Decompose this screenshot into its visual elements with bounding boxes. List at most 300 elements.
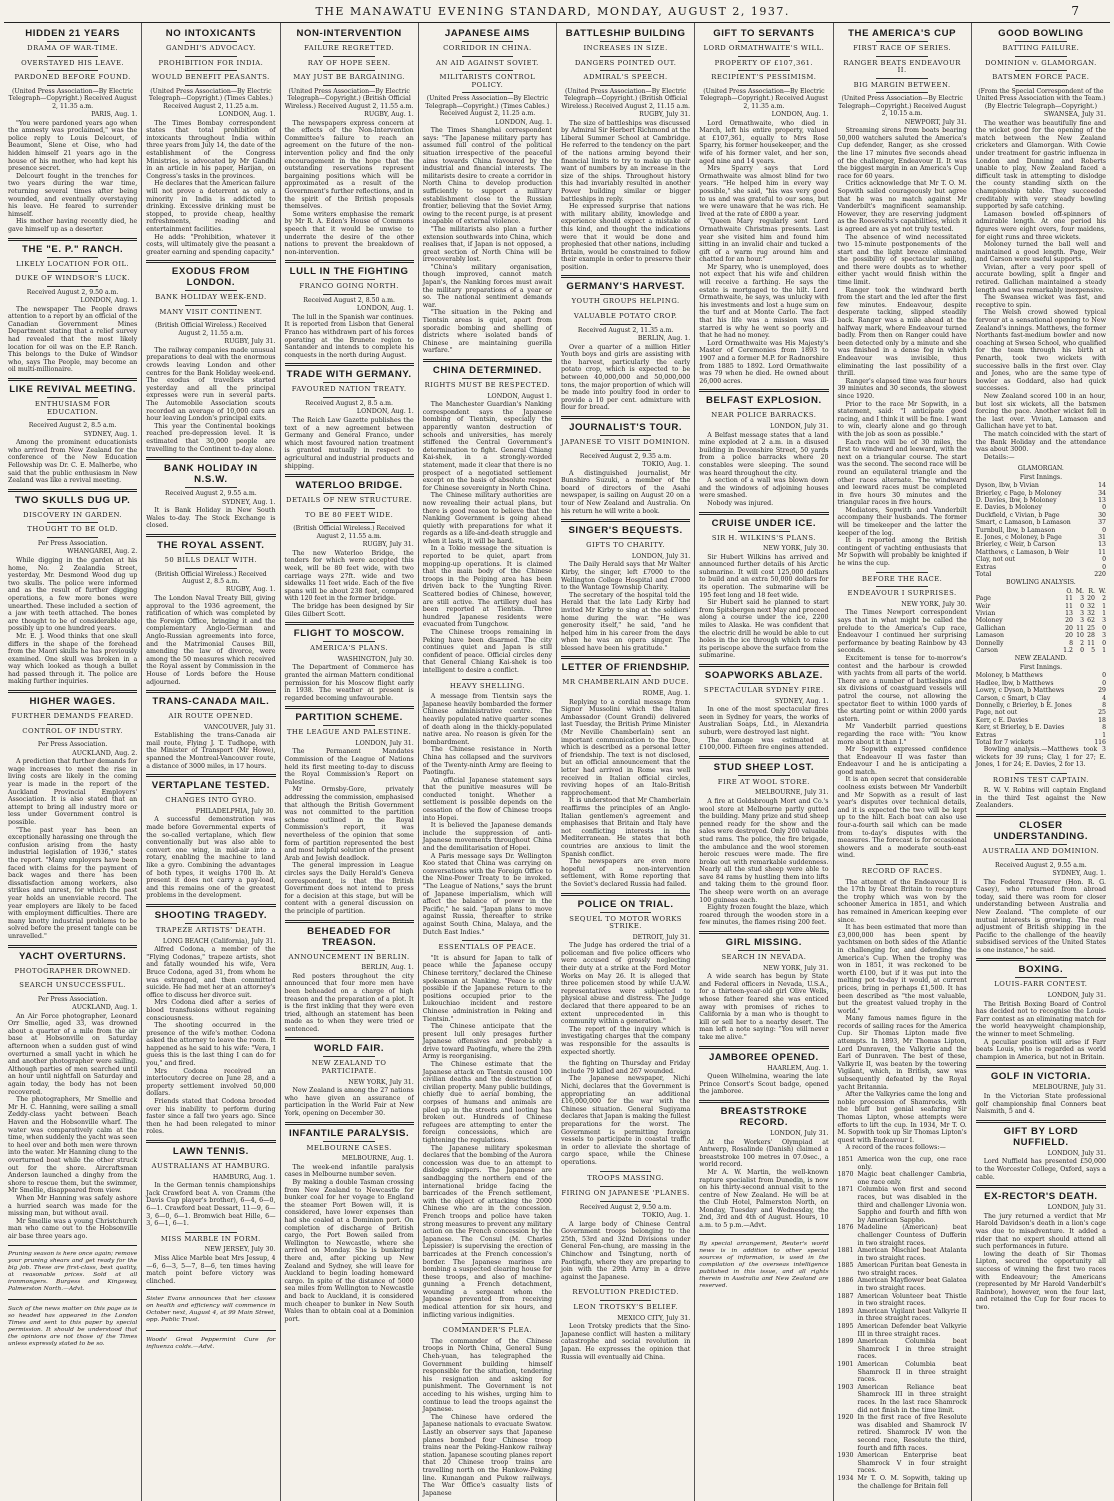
bowling-figure: 13 <box>1065 610 1073 618</box>
record-text: American Reliance beat Shamrock III in three straight races. In the last race Shamrock did not finish in the time limit. <box>857 1383 967 1414</box>
article-dateline: LONDON, August 1. <box>487 392 552 400</box>
article-headline: GIRL MISSING. <box>725 937 803 949</box>
article-paragraph: the fighting on Thursday and Friday include 79 killed and 267 wounded. <box>561 1060 691 1075</box>
batsman: Kerr, st Brierley, b E. Davies <box>975 724 1065 732</box>
rule-divider <box>561 893 690 896</box>
rule-divider <box>561 656 690 659</box>
article-paragraph: Each race will be of 30 miles, the first to windward and leeward, with the next on a triangular course. The start was the second. The second race will be round an equilateral triangle and the other races alternate. The windward and leeward races must be completed in five hours 30 minutes and the triangular races in five hours. <box>837 438 967 507</box>
batsman: E. Jones, c Moloney, b Page <box>975 533 1062 541</box>
article <box>146 1140 275 1228</box>
record-row <box>838 1186 967 1224</box>
short-rule <box>185 1159 237 1160</box>
article-credit: Received August 2, 9.35 a.m. <box>579 452 672 460</box>
article-credit: (British Official Wireless.) Received August 2, 8.5 a.m. <box>155 570 267 585</box>
article <box>976 1065 1106 1115</box>
bowler: Page <box>975 595 991 603</box>
article-credit: (United Press Association—By Electric Telegraph—Copyright.) Received August 2, 11.35 a.m. <box>699 87 828 110</box>
article-subheading: ESSENTIALS OF PEACE. <box>438 943 537 952</box>
batsman: Lowry, c Dyson, b Matthews <box>975 687 1065 695</box>
short-rule <box>600 309 652 310</box>
record-row <box>838 1475 967 1490</box>
article <box>699 28 828 385</box>
article-dateline: MELBOURNE, July 31. <box>755 789 829 797</box>
article-dateline: SWANSEA, July 31. <box>1043 111 1106 118</box>
bowling-figure: 0 <box>1080 602 1084 610</box>
article-headline: JOURNALIST'S TOUR. <box>569 422 683 433</box>
article-credit: Received August 2, 9.50 a.m. <box>579 1203 672 1211</box>
article-subheading: FURTHER DEMANDS FEARED. <box>11 712 134 721</box>
article-dateline: TOKIO, Aug. 1. <box>642 461 691 468</box>
bowling-col: W. <box>1098 587 1106 595</box>
article-dateline: LONDON, Aug. 1. <box>80 297 138 305</box>
bowling-figure: 3 <box>1102 617 1106 625</box>
short-rule <box>462 70 514 71</box>
article-paragraph: The Chinese anticipate that the present lull only presages further Japanese offensives and probably a drive toward Paotingfu, where the 29th Army is reorganising. <box>422 1023 552 1061</box>
article <box>8 489 137 686</box>
article <box>423 359 552 675</box>
article-dateline: RUGBY, Aug. 1. <box>225 586 276 594</box>
article-paragraph: Establishing the trans-Canada air mail route, Flying J. T. Tudhope, with the Minister of Transport (Mr Howe), spanned the Montreal-Vancouver route, a distance of 3000 miles, in 17 hours. <box>146 732 276 770</box>
short-rule <box>323 382 375 383</box>
article-paragraph: Critics acknowledge that Mr T. O. M. Sopwith sailed courageously but agree that he was no match against Mr Vanderbilt's magnificent seamanship. However, they are reserving judgment as the Roosevelts's capabilities, which it is agreed are as yet not truly tested. <box>837 180 967 233</box>
article-paragraph: Mr Sopwith expressed confidence that Endeavour II was faster than Endeavour I and he is anticipating a good match. <box>837 746 967 776</box>
bowler: Vivian <box>975 610 996 618</box>
article-subheading: FIRING ON JAPANESE 'PLANES. <box>561 1189 690 1198</box>
bowling-figure: 8 <box>1069 639 1073 647</box>
batsman: Donnelly, c Brierley, b E. Jones <box>975 701 1072 709</box>
article-headline: BOXING. <box>1018 964 1064 976</box>
article-credit: Per Press Association. <box>37 741 108 749</box>
short-rule <box>185 709 237 710</box>
batting-row <box>976 672 1106 679</box>
article-paragraph: Mr Vanderbilt parried questions regarding the race with: "You know more about it than I." <box>837 723 967 746</box>
runs: 0 <box>1102 556 1106 564</box>
batting-row <box>976 717 1106 724</box>
short-rule <box>185 793 237 794</box>
article-subheading: DRAMA OF WAR-TIME. <box>27 44 119 52</box>
article-credit: Per Press Association. <box>37 539 108 547</box>
short-rule <box>185 70 237 71</box>
article-headline: TWO SKULLS DUG UP. <box>14 494 131 506</box>
short-rule <box>323 70 375 71</box>
article-paragraph: Vivian, after a very poor spell of accurate bowling, split a finger and retired. Gallichan maintained a steady length and was remarkably inexpensive. <box>975 263 1106 294</box>
article-dateline: LONDON, Aug. 1. <box>218 111 276 118</box>
article-paragraph: The newspaper The People draws attention to a report by an official of the Canadian Government Mines Department stating that a relief survey had revealed that the most likely location for oil was on the E.P. Ranch. This belongs to the Duke of Windsor who, says The People, may become an oil multi-millionaire. <box>8 305 138 374</box>
short-rule <box>600 538 652 539</box>
article-paragraph: The Times Bombay correspondent states that total prohibition of intoxicants throughout India within three years from July 14, the date of the establishment of the Congress Ministries, is advocated by Mr Gandhi in an article in his paper, Harijan, on Congress's tasks in the provinces. <box>146 119 276 180</box>
runs: 29 <box>1098 687 1106 695</box>
article-dateline: NEW JERSEY, July 30. <box>204 1246 276 1254</box>
record-text: American Mayflower beat Galatea in two straight races. <box>857 1277 967 1293</box>
batsman: Carson, c Smart, b Clay <box>975 694 1051 702</box>
article-paragraph: The newspapers are even more hopeful of a non-intervention settlement, with Rome reporting that the Soviet's declared Russia had failed. <box>561 858 691 888</box>
record-row <box>838 1308 967 1323</box>
rule-divider <box>285 920 414 923</box>
article-credit: Received August 2, 8.50 a.m. <box>303 296 395 304</box>
article-paragraph: Mr. E. J. Wood thinks that one skull differs in the shape of the forehead from the Maori skulls he has previously examined. One skull was broken in a way which looked as though a bullet had passed through it. The police are making further inquiries. <box>8 632 138 686</box>
article-paragraph: "You were pardoned years ago when the amnesty was proclaimed," was the police reply to Louis Delcourt, of Beaumont, Slene et Oise, who had hidden himself 21 years ago in the house of his mother, who had kept his presence secret. <box>8 119 138 173</box>
article-subheading: DETAILS OF NEW STRUCTURE. <box>286 496 413 505</box>
article-dateline: LONDON, Aug. 1. <box>495 118 552 126</box>
article <box>285 474 414 618</box>
article-credit: (From the Special Correspondent of the United Press Association with the Team.) (By Electric Telegraph—Copyright.) <box>976 87 1106 110</box>
short-rule <box>1015 56 1067 57</box>
bowling-row <box>976 595 1106 602</box>
column-1 <box>4 23 142 1501</box>
article-subheading: OVERSTAYED HIS LEAVE. <box>21 58 125 67</box>
article-headline: CHINA DETERMINED. <box>432 365 542 376</box>
article-credit: (United Press Association—By Electric Telegraph—Copyright.) Received August 2, 10.15 a.m. <box>838 95 967 118</box>
article <box>561 519 690 652</box>
short-rule <box>462 679 514 680</box>
article <box>8 945 137 1241</box>
article-paragraph: After the Valkyries came the long and noble procession of Shamrocks, with the bluff but genial seafaring Sir Thomas Lipton, whose attempts were efforts to lift the cup. In 1934, Mr T. O. M. Sopwith took up Sir Thomas Lipton's quest with Endeavour I. <box>837 1091 967 1144</box>
article-paragraph: Alfred Codona, a member of the "Flying Codonas," trapeze artists, shot and fatally wounded his wife, Vera Bruce Codona, aged 31, from whom he was estranged, and then committed suicide. He had met her at an attorney's office to discuss her divorce suit. <box>146 946 276 999</box>
article <box>976 773 1106 810</box>
bowling-figure: 3 <box>1080 617 1084 625</box>
record-row <box>838 1414 967 1452</box>
article-paragraph: The Chinese have ordered the Japanese nationals to evacuate Swatow. Lastly an observer says that Japanese planes bombed four Chinese troop trains near the Peking-Hankow railway station. Japanese scouting planes report that 20 Chinese troop trains are travelling north on the Hankow-Peking line. Kunangan and Pukow railways. The War Office's casualty lists of Japanese <box>422 1413 552 1497</box>
short-rule <box>738 408 790 409</box>
rule-divider <box>285 363 414 366</box>
article <box>423 28 552 355</box>
article-paragraph: The Federal Treasurer (Hon. R. G. Casey), who returned from abroad today, said there was room for closer understanding between Australia and New Zealand. "The complete of our mutual interests is growing. The real adjustment of British shipping in the Pacific to the challenge of the heavily subsidised services of the United States is one instance," he said. <box>975 878 1106 954</box>
article-paragraph: The photographers, Mr Smellie and Mr H. C. Hanning, were sailing a small Zeddy-class yacht between Beach Haven and the Hobsonville wharf. The water was comparatively calm at the time, when suddenly the yacht was seen to heel over and both men were thrown into the water. Mr Hanning clung to the overturned boat while the other struck out for the shore. Aircraftsman Anderson launched a dinghy from the shore to rescue them, but the swimmer, Mr Smellie, disappeared from view. <box>8 1096 138 1195</box>
article-dateline: LONDON, July 31. <box>355 739 414 747</box>
bowling-figure: 11 <box>1087 639 1095 647</box>
article-subheading: BEFORE THE RACE. <box>861 574 943 583</box>
article-dateline: ROME, Aug. 1. <box>642 690 691 698</box>
batting-row <box>976 564 1106 571</box>
article-paragraph: The newspapers express concern at the effects of the Non-Intervention Committee's failure to reach an agreement on the future of the non-intervention policy and find the only encouragement in the hope that the outstanding reservations represent bargaining positions which will be approximated as a result of the Government's further reflections, and in the spirit of the British proposals themselves. <box>284 119 414 211</box>
short-rule <box>462 92 514 93</box>
rule-divider <box>285 260 414 263</box>
columns-grid <box>4 23 1110 1497</box>
article-dateline: LONDON, July 31. <box>1047 1204 1106 1212</box>
runs: 25 <box>1098 709 1106 717</box>
article-headline: LIKE REVIVAL MEETING. <box>9 384 137 396</box>
article-headline: TRADE WITH GERMANY. <box>286 369 412 381</box>
short-rule <box>738 70 790 71</box>
rule-divider <box>285 474 414 477</box>
batsman: Turnbull, lbw, b Lamason <box>975 526 1056 534</box>
bowling-figure: 2 <box>1080 639 1084 647</box>
bowling-row <box>976 647 1106 654</box>
record-year: 1876 <box>837 1224 854 1232</box>
notice-text: Sister Evans announces that her classes on health and efficiency will commence in October next, August 4, at 99 Main Street, opp. Public Trust. <box>146 1296 276 1324</box>
article-credit: Received August 2, 8.5 a.m. <box>28 422 117 430</box>
article <box>146 1289 275 1324</box>
article-dateline: TOKIO, Aug. 1. <box>642 1212 691 1220</box>
batting-row <box>976 549 1106 556</box>
short-rule <box>185 1232 237 1233</box>
notice-text: Pruning season is here once again; remove your pruning shears and get ready for the big job. These are first-class, best quality, at reasonable prices. Sold at all ironmongers. Burgess and Kingsway, Palmerston North.—Advt. <box>8 1251 138 1293</box>
rule-divider <box>976 814 1106 817</box>
article-subheading: THOUGHT TO BE OLD. <box>27 525 118 534</box>
article-headline: TRANS-CANADA MAIL. <box>152 696 270 708</box>
short-rule <box>600 41 652 42</box>
rule-divider <box>976 1120 1106 1123</box>
article-paragraph: By making a double Tasman crossing from New Zealand to Newcastle for bunker coal for her voyage to England the steamer Port Bowen will, it is considered, have lower expenses than had she coaled at a Dominion port. On completion of discharge of British cargo, the Port Bowen sailed from Wellington to Newcastle, where she arrived on Monday. She is bunkering there and, after picking up New Zealand and Sydney, she will leave for Auckland to begin loading homeward cargo. In spite of the distance of 5000 sea miles from Wellington to Newcastle and back to Auckland, it is considered much cheaper to bunker in New South Wales than to obtain coal at a Dominion port. <box>284 1179 414 1323</box>
rule-divider <box>285 1037 414 1040</box>
bowler: Weir <box>975 602 991 610</box>
article-paragraph: At the Workers' Olympiad at Antwerp, Rosalinde (Danish) claimed a breaststroke 100 metres in 07.0sec., a world record. <box>699 1138 829 1169</box>
short-rule <box>47 41 99 42</box>
batsman: D. Davies, lbw, b Moloney <box>975 496 1057 504</box>
article <box>423 679 552 937</box>
short-rule <box>876 78 928 79</box>
record-text: Mr T. O. M. Sopwith, taking up the challenge for Britain fell <box>857 1474 967 1490</box>
masthead-title: THE MANAWATU EVENING STANDARD, MONDAY, AUGUST 2, 1937. <box>315 4 790 18</box>
article-subheading: ADMIRAL'S SPEECH. <box>583 73 668 82</box>
article-dateline: RUGBY, July 31. <box>362 541 414 549</box>
rule-divider <box>699 1046 828 1049</box>
record-year: 1871 <box>837 1186 854 1194</box>
article-subheading: RECIPIENT'S PESSIMISM. <box>711 73 817 82</box>
record-year: 1870 <box>837 1171 854 1179</box>
article-paragraph: Streaming sirens from boats bearing 50,000 watchers saluted the America's Cup defender, Ranger, as she crossed the line 17 minutes five seconds ahead of the challenger, Endeavour II. It was the biggest margin in an America's Cup race for 60 years. <box>837 127 967 180</box>
cup-records <box>838 1156 967 1490</box>
article-subheading: AMERICA'S PLANS. <box>310 644 389 653</box>
article-subheading: NEAR POLICE BARRACKS. <box>711 411 817 420</box>
short-rule <box>47 56 99 57</box>
short-rule <box>600 1285 652 1286</box>
short-rule <box>1015 977 1067 978</box>
article <box>146 534 275 686</box>
short-rule <box>1015 70 1067 71</box>
article-subheading: FRANCO GOING NORTH. <box>299 282 399 291</box>
article-subheading: GANDHI'S ADVOCACY. <box>166 44 256 52</box>
notice-text: Such of the news matter on this page as is so headed has appeared in the London Times and sent to this paper by special permission. It should be understood that the opinions are not those of the Times unless expressly stated to be so. <box>8 1306 138 1348</box>
column-4 <box>419 23 557 1501</box>
article-headline: GIFT BY LORD NUFFIELD. <box>1003 1125 1079 1148</box>
record-row <box>838 1262 967 1277</box>
short-rule <box>323 56 375 57</box>
article-paragraph: The damage was estimated at £100,000. Fifteen fire engines attended. <box>699 736 829 752</box>
article-paragraph: Eighty frozen fought the blaze, which roared through the wooden store in a few minutes, the flames rising 200 feet. <box>699 904 829 927</box>
rule-divider <box>146 457 275 460</box>
batting-row <box>976 534 1106 541</box>
batting-row <box>976 680 1106 687</box>
short-rule <box>462 56 514 57</box>
article-subheading: ENDEAVOUR I SURPRISES. <box>847 589 957 598</box>
runs: 0 <box>1102 679 1106 687</box>
record-text: Madeline (American) beat challenger Countess of Dufferin in two straight races. <box>857 1224 967 1247</box>
article-paragraph: A distinguished journalist, Mr Bunshiro Suzuki, a member of the board of directors of the Asahi newspaper, is sailing on August 20 on a tour of New Zealand and Australia. On his return he will write a book. <box>561 469 691 515</box>
team-name: GLAMORGAN. <box>1017 465 1064 473</box>
record-text: American Vigilant beat Valkyrie II in three straight races. <box>857 1307 967 1323</box>
article-dateline: LONDON, July 31. <box>770 1129 829 1137</box>
article-paragraph: A fire at Goldsbrough Mort and Co.'s wool store at Melbourne partly gutted the building. Many prize and stud sheep penned ready for the show and the sales were destroyed. Only 200 valuable stud rams. The police, the fire brigade, the ambulance and the wool storemen heroic rescues were made. The fire broke out with remarkable suddenness. Nearly all the stud sheep were able to save 84 rams by hustling them into lifts and taking them to the ground floor. The sheep were worth on an average 100 guineas each. <box>699 797 829 904</box>
bowling-figure: 20 <box>1065 624 1073 632</box>
article-paragraph: His mother having recently died, he gave himself up as a deserter. <box>8 218 138 233</box>
short-rule <box>323 641 375 642</box>
article-paragraph: The Permanent Mandates Commission of the League of Nations held its first meeting to-day to discuss the Royal Commission's Report on Palestine. <box>284 748 414 786</box>
record-row <box>838 1224 967 1247</box>
article <box>423 940 552 1319</box>
article-dateline: VANCOUVER, July 31. <box>203 723 276 731</box>
article <box>561 1285 690 1361</box>
article <box>8 690 137 940</box>
rule-divider <box>561 519 690 522</box>
rule-divider <box>976 1065 1106 1068</box>
article-headline: HIDDEN 21 YEARS <box>25 28 120 39</box>
record-year: 1934 <box>837 1474 854 1482</box>
article <box>699 664 828 752</box>
article-headline: WATERLOO BRIDGE. <box>295 480 403 492</box>
article-paragraph: Mr Smellie was a young Christchurch man who came out to the Hobsonville air base three years ago. <box>8 1217 138 1240</box>
article-subheading: LIKELY LOCATION FOR OIL. <box>16 259 130 268</box>
article-paragraph: An Air Force photographer, Leonard Orr Smellie, aged 33, was drowned about a quarter of a mile from the air base at Hobsonville on Saturday afternoon when a sudden gust of wind overturned a small yacht in which he and another photographer were sailing. Although parties of men searched until an hour until nightfall on Saturday and again today, the body has not been recovered. <box>8 1012 138 1096</box>
article-dateline: LONDON, July 31. <box>770 422 829 430</box>
article-subheading: BANK HOLIDAY WEEK-END. <box>155 293 267 302</box>
article-dateline: NEW YORK, July 31. <box>762 964 829 972</box>
article-subheading: AUSTRALIANS AT HAMBURG. <box>151 1162 271 1170</box>
article-paragraph: The size of battleships was discussed by Admiral Sir Herbert Richmond at the Liberal Summer School at Cambridge. He referred to the tendency on the part of the nations arming beyond their financial limits to try to make up their want of numbers by an increase in the size of the ships. Throughout history this had invariably resulted in another Power building similar or bigger battleships in reply. <box>561 119 691 203</box>
bowler: Donnelly <box>975 639 1004 647</box>
innings-label: First Innings. <box>1019 473 1063 481</box>
bowling-figure: 10 <box>1076 632 1084 640</box>
runs: 1 <box>1102 731 1106 739</box>
batting-row <box>976 709 1106 716</box>
article-subheading: VALUABLE POTATO CROP. <box>573 312 678 321</box>
short-rule <box>185 85 237 86</box>
batsman: Moloney, b Matthews <box>975 672 1043 680</box>
article-subheading: TRAPEZE ARTISTS' DEATH. <box>155 925 266 934</box>
short-rule <box>47 397 99 398</box>
article-headline: INFANTILE PARALYSIS. <box>289 1127 410 1139</box>
bowling-cols <box>976 588 1106 595</box>
article-subheading: SEQUEL TO MOTOR WORKS STRIKE. <box>569 914 682 931</box>
article <box>146 690 275 770</box>
batting-row <box>976 512 1106 519</box>
article-paragraph: Lord Ormathwaite was His Majesty's Master of Ceremonies from 1893 to 1907 and a former M.P. for Radnorshire from 1885 to 1892. Lord Ormathwaite was 79 when he died. He owned about 26,000 acres. <box>699 339 829 385</box>
record-year: 1899 <box>837 1338 854 1346</box>
article-paragraph: A record of the races follows:— <box>845 1144 946 1152</box>
article-subheading: SEARCH UNSUCCESSFUL. <box>19 981 126 990</box>
short-rule <box>47 70 99 71</box>
short-rule <box>185 56 237 57</box>
short-rule <box>876 572 928 573</box>
article-paragraph: Moloney turned the ball well and maintained a good length. Page, Weir and Carson were useful supports. <box>975 241 1106 264</box>
short-rule <box>600 675 652 676</box>
rule-divider <box>423 359 552 362</box>
article-paragraph: An official Japanese statement says that the punitive measures will be conducted tonight. Whether a settlement is possible depends on the cessation of the flow of Chinese troops into Hopei. <box>422 776 552 822</box>
record-row <box>838 1338 967 1361</box>
article-paragraph: The report of the inquiry which is investigating charges that the company was responsible for the assaults is expected shortly. <box>561 1025 691 1056</box>
article-headline: STUD SHEEP LOST. <box>713 761 815 773</box>
batting-row <box>976 490 1106 497</box>
article-subheading: ENTHUSIASM FOR EDUCATION. <box>34 400 111 416</box>
short-rule <box>1015 844 1067 845</box>
short-rule <box>185 487 237 488</box>
bowling-col-spacer <box>976 588 1062 595</box>
short-rule <box>323 294 375 295</box>
record-year: 1893 <box>837 1307 854 1315</box>
rule-line <box>699 1234 828 1235</box>
batting-row <box>976 541 1106 548</box>
article-subheading: CONTROL OF INDUSTRY. <box>22 726 123 735</box>
article-paragraph: Excitement is tense for to-morrow's contest and the harbour is crowded with yachts from all parts of the world. There are a number of battleships and six divisions of coastguard vessels will patrol the course, not allowing the spectator fleet to within 1000 yards of the starting point or within 2000 yards astern. <box>837 654 967 723</box>
bowling-figure: 1 <box>1102 647 1106 655</box>
article-headline: SINGER'S BEQUESTS. <box>568 525 683 537</box>
total-runs: 116 <box>1094 738 1106 746</box>
short-rule <box>47 271 99 272</box>
article-subheading: SPECTACULAR SYDNEY FIRE. <box>703 686 824 694</box>
article-headline: FLIGHT TO MOSCOW. <box>293 628 405 640</box>
short-rule <box>323 493 375 494</box>
article-paragraph: Over a quarter of a million Hitler Youth boys and girls are assisting with the harvest, particularly the early potato crop, which is expected to be between 40,000,000 and 50,000,000 tons, the major proportion of which will be made into poultry food in order to provide a 10 per cent. admixture with flour for bread. <box>561 343 691 412</box>
bowling-figure: 62 <box>1087 617 1095 625</box>
article-headline: POLICE ON TRIAL. <box>577 898 674 910</box>
article <box>285 706 414 915</box>
article-headline: BATTLESHIP BUILDING <box>565 28 686 39</box>
record-row <box>838 1293 967 1308</box>
short-rule <box>47 709 99 710</box>
record-text: American Enterprise beat Shamrock V in four straight races. <box>857 1452 967 1475</box>
masthead <box>4 0 1110 23</box>
article-credit: (United Press Association—By Electric Telegraph—Copyright.) (Times Cables.) Received August 2, 11.25 a.m. <box>148 87 273 110</box>
article-headline: BEHEADED FOR TREASON. <box>307 925 392 948</box>
article-headline: YACHT OVERTURNS. <box>18 950 127 962</box>
runs: 8 <box>1102 701 1106 709</box>
bowling-figure: 11 <box>1065 595 1073 603</box>
short-rule <box>738 950 790 951</box>
innings-label: First Innings. <box>1019 663 1063 671</box>
article-headline: NO INTOXICANTS <box>165 28 257 39</box>
article-subheading: RANGER BEATS ENDEAVOUR II. <box>843 58 961 75</box>
short-rule <box>323 522 375 523</box>
runs: 0 <box>1102 672 1106 680</box>
page-number: 7 <box>1071 4 1080 18</box>
article-headline: PARTITION SCHEME. <box>295 712 403 724</box>
article-paragraph: The Department of Commerce has granted the airman Mattern conditional permission for his Moscow flight early in 1938. The weather at present is regarded becoming unfavourable. <box>284 664 414 702</box>
article-paragraph: Sir Hubert said he planned to start from Spitsbergen next May and proceed along a course under the ice, 2200 miles to Alaska. He was confident that the electric drill he would be able to cut holes in the ice through which to raise its periscope above the surface from the submarine. <box>699 599 829 660</box>
bowling-figure: 1 <box>1102 602 1106 610</box>
batsman: Smart, c Lamason, b Lamason <box>975 519 1071 527</box>
article-paragraph: Ranger took the windward berth from the start and the led after the first few minutes. Endeavour, despite desperate tacking, slipped steadily back. Ranger was a mile ahead at the halfway mark, where Endeavour turned badly. From then on Ranger could have been detected only by a minute and she was finished in a dense fog in which Endeavour was invisible, thus eliminating the last possibility of a thrill. <box>837 286 967 378</box>
bowler: Lamason <box>975 632 1004 640</box>
record-text: American Defender beat Valkyrie III in three straight races. <box>857 1323 967 1338</box>
batting-row <box>976 497 1106 504</box>
article-subheading: FAVOURED NATION TREATY. <box>291 385 407 394</box>
record-text: Columbia won first and second races, but was disabled in the third and challenger Livonia won. Sappho and fourth and fifth won by American Sappho. <box>857 1186 967 1224</box>
article-headline: EXODUS FROM LONDON. <box>171 266 250 289</box>
short-rule <box>47 419 99 420</box>
runs: 0 <box>1102 563 1106 571</box>
article-paragraph: He adds: "Prohibition, whatever it costs, will ultimately give the peasant a greater earning and spending capacity." <box>146 233 276 256</box>
column-7 <box>834 23 972 1501</box>
runs: 13 <box>1098 541 1106 549</box>
article-paragraph: A peculiar position will arise if Farr beats Louis, who is regarded as world champion in America, but not in Britain. <box>975 1038 1106 1061</box>
article-paragraph: Details:— <box>983 453 1015 461</box>
article-subheading: ANNOUNCEMENT IN BERLIN. <box>288 952 410 961</box>
article <box>561 275 690 412</box>
article <box>8 1245 137 1294</box>
article-paragraph: A Belfast message states that a land mine exploded at 2 a.m. in a disused building in Devonshire Street, 50 yards from a police barracks where 20 constables were sleeping. The sound was heard throughout the city. <box>699 431 829 477</box>
article-subheading: BATTING FAILURE. <box>1002 44 1080 52</box>
article <box>8 238 137 375</box>
rule-divider <box>561 275 690 278</box>
short-rule <box>876 864 928 865</box>
article-paragraph: A prediction that further demands for wage increases to meet the rise in living costs are likely in the coming year is made in the report of the Auckland Provincial Employers' Association. It is also stated that an attempt to bring all industry more or less under Government control is possible. <box>8 758 138 826</box>
rule-divider <box>146 1140 275 1143</box>
short-rule <box>185 568 237 569</box>
short-rule <box>600 324 652 325</box>
bowling-header: BOWLING ANALYSIS. <box>1005 579 1076 587</box>
article-paragraph: The Times Newport correspondent says that in what might be called the prelude to the America's Cup race, Endeavour I continued her surprising performance by beating Rainbow by 43 seconds. <box>837 609 967 655</box>
article <box>976 465 1106 768</box>
